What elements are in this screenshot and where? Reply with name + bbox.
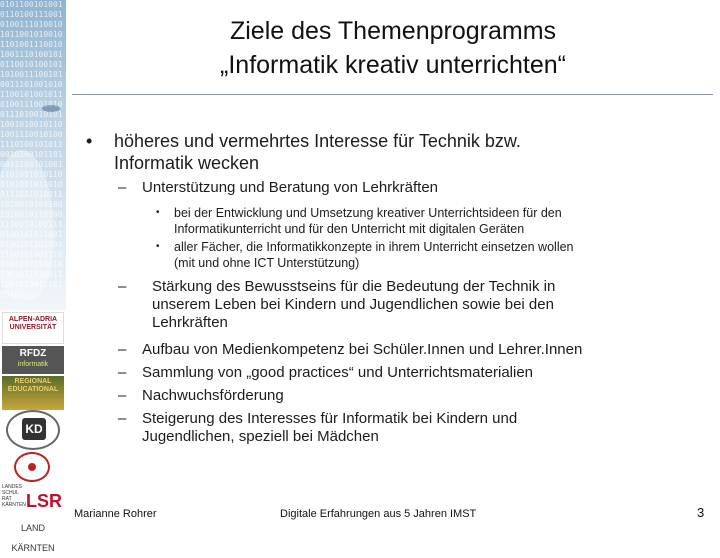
footer-author: Marianne Rohrer bbox=[74, 508, 157, 520]
page-number: 3 bbox=[697, 505, 705, 520]
binary-digits-pattern: 0101100101001011010011100101001110100101011001010010110100111001010011101001010110010100101101001110010100111010010101100101001011010011100101001110100101011001010010110100111001010011101001010110010100101101001110010100111010010101100101001011010011100101001110100101011001010010110100111001010011101001010110010100101101001110010100111010010101100101001011010011100101001110100101 bbox=[0, 0, 63, 299]
bullet-mark: – bbox=[118, 179, 127, 196]
bullet-mark: • bbox=[86, 131, 93, 151]
bullet-mark: • bbox=[156, 241, 160, 252]
decorative-sidebar bbox=[0, 0, 66, 553]
logo-seal bbox=[14, 452, 50, 482]
bullet-line: Jugendlichen, speziell bei Mädchen bbox=[142, 428, 379, 445]
bullet-text: Sammlung von „good practices“ und Unterrichtsmaterialien bbox=[142, 364, 534, 381]
bullet-line: (mit und ohne ICT Unterstützung) bbox=[174, 256, 360, 270]
bullet-line: Stärkung des Bewusstseins für die Bedeutung der Technik in bbox=[152, 278, 556, 295]
bullet-text bbox=[174, 205, 714, 237]
bullet-line: aller Fächer, die Informatikkonzepte in ihrem Unterricht einsetzen wollen bbox=[174, 240, 574, 254]
logo-kd: KD bbox=[22, 418, 46, 440]
bullet-line: Informatik wecken bbox=[114, 153, 260, 173]
logo-land-kaernten: LAND KÄRNTEN bbox=[2, 518, 64, 538]
bullet-mark: • bbox=[156, 207, 160, 218]
bullet-line: Lehrkräften bbox=[152, 314, 228, 331]
bullet-text: Nachwuchsförderung bbox=[142, 387, 284, 404]
bullet-line: höheres und vermehrtes Interesse für Technik bzw. bbox=[114, 131, 521, 151]
bullet-mark: – bbox=[118, 341, 127, 358]
bullet-line: unserem Leben bei Kindern und Jugendlichen sowie bei den bbox=[152, 296, 554, 313]
bullet-line: Steigerung des Interesses für Informatik bei Kindern und bbox=[142, 410, 518, 427]
bullet-text bbox=[142, 410, 702, 446]
binary-head-image bbox=[0, 0, 66, 310]
logo-rfdz-sub: informatik bbox=[17, 361, 49, 368]
bullet-mark: – bbox=[118, 387, 127, 404]
bullet-line: Informatikunterricht und für den Unterricht mit digitalen Geräten bbox=[174, 222, 525, 236]
bullet-text: Aufbau von Medienkompetenz bei Schüler.Innen und Lehrer.Innen bbox=[142, 341, 583, 358]
bullet-text: Unterstützung und Beratung von Lehrkräften bbox=[142, 179, 439, 196]
logo-alpen-adria-university: ALPEN-ADRIA UNIVERSITÄT bbox=[2, 312, 64, 344]
logo-rfdz bbox=[2, 346, 64, 374]
bullet-text bbox=[114, 130, 684, 174]
title-divider bbox=[72, 94, 713, 95]
logo-rfdz-text: RFDZ bbox=[19, 348, 47, 359]
slide-title-line-1: Ziele des Themenprogramms bbox=[229, 17, 557, 45]
bullet-mark: – bbox=[118, 364, 127, 381]
slide-title-line-2: „Informatik kreativ unterrichten“ bbox=[220, 51, 566, 79]
bullet-mark: – bbox=[118, 410, 127, 427]
bullet-text bbox=[152, 278, 712, 332]
slide-title bbox=[66, 14, 720, 82]
footer-title: Digitale Erfahrungen aus 5 Jahren IMST bbox=[280, 508, 477, 520]
bullet-line: bei der Entwicklung und Umsetzung kreativer Unterrichtsideen für den bbox=[174, 206, 562, 220]
eye-shape bbox=[42, 105, 60, 112]
logo-regional-educational: REGIONAL EDUCATIONAL bbox=[2, 376, 64, 410]
bullet-mark: – bbox=[118, 278, 127, 295]
logo-lsr: LSR bbox=[26, 484, 46, 518]
logo-lsr-side: LANDES SCHUL RAT KÄRNTEN bbox=[2, 484, 26, 516]
bullet-text bbox=[174, 239, 714, 271]
